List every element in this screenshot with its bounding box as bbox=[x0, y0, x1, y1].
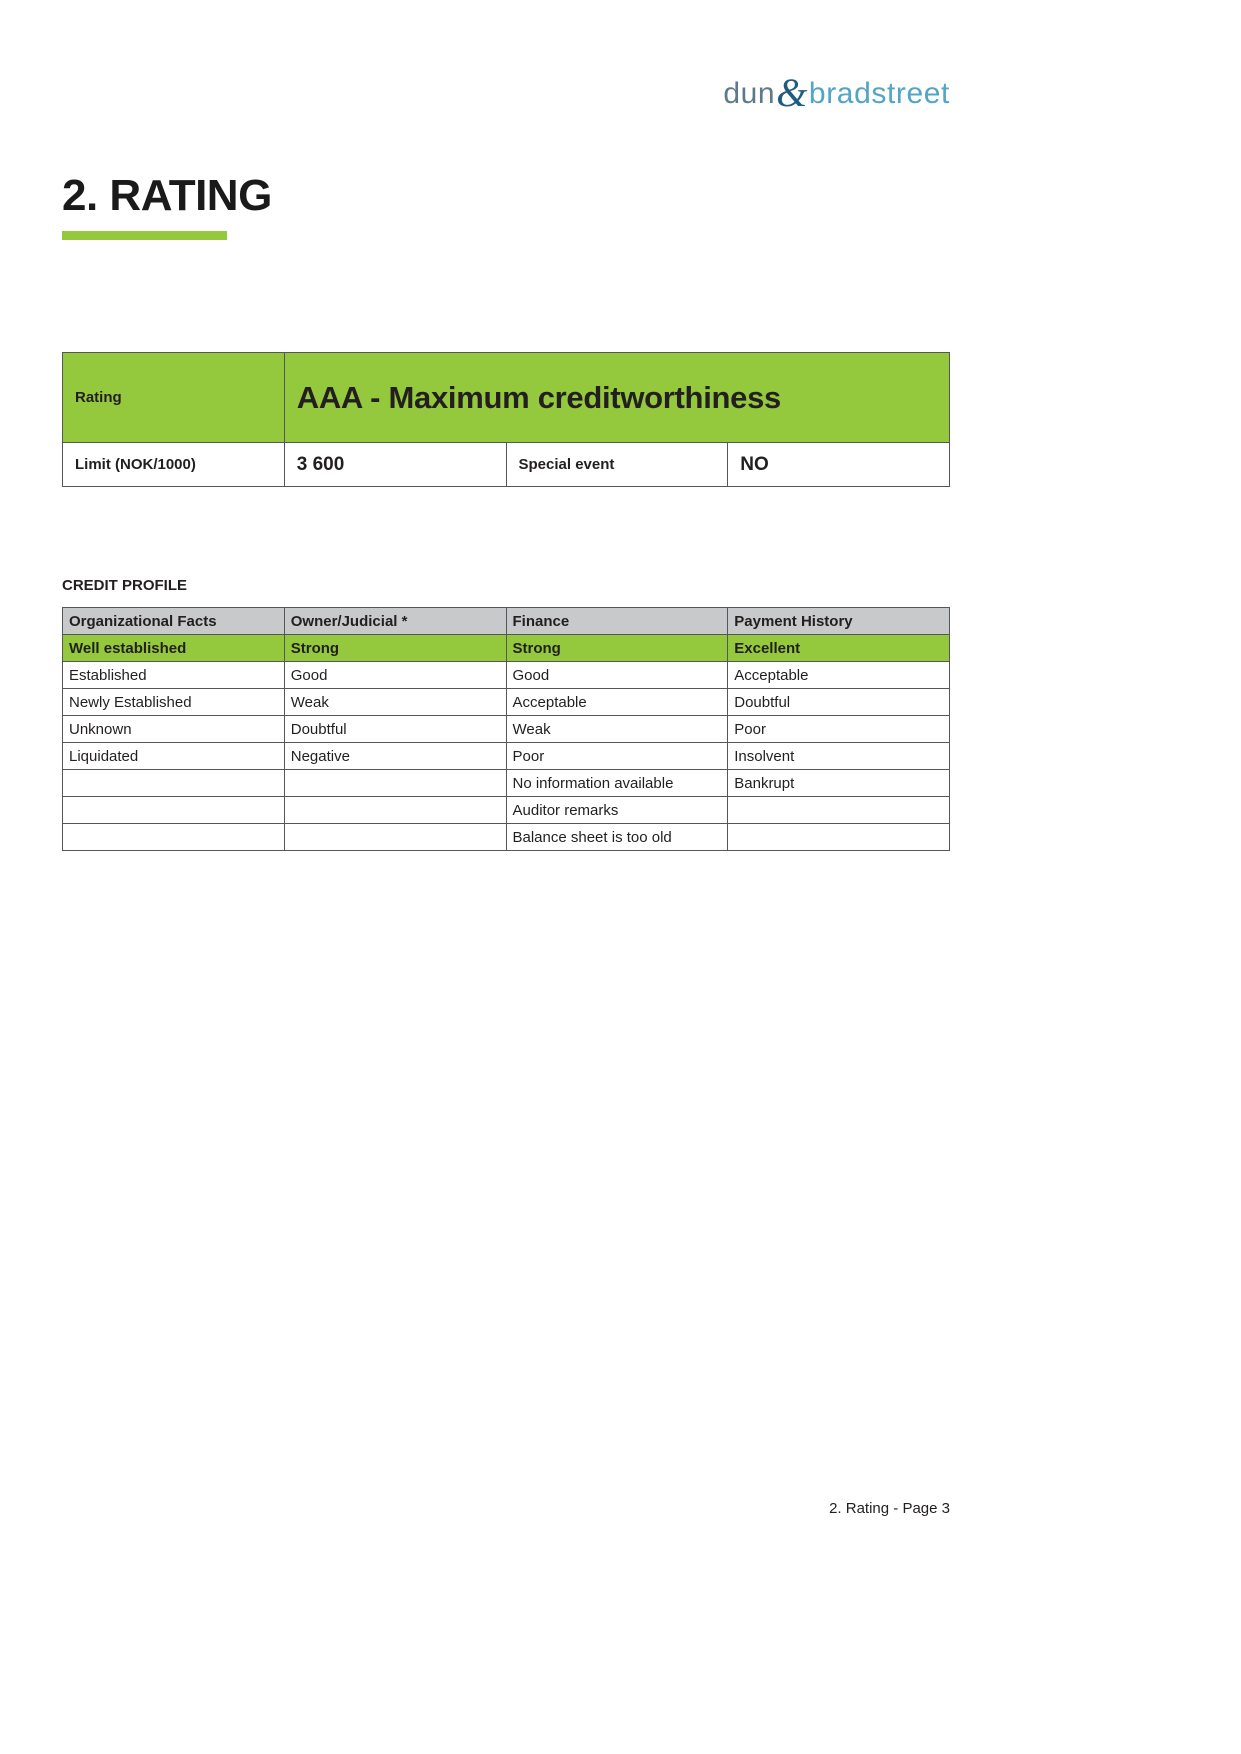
page-footer: 2. Rating - Page 3 bbox=[829, 1500, 950, 1517]
table-cell: Newly Established bbox=[63, 689, 285, 716]
title-underline-bar bbox=[62, 231, 227, 240]
special-event-label: Special event bbox=[506, 443, 728, 487]
table-cell: Weak bbox=[284, 689, 506, 716]
column-header-owner-judicial: Owner/Judicial * bbox=[284, 608, 506, 635]
table-row bbox=[63, 689, 950, 716]
table-cell: Unknown bbox=[63, 716, 285, 743]
selected-owner-judicial: Strong bbox=[284, 635, 506, 662]
table-row bbox=[63, 824, 950, 851]
table-cell: Doubtful bbox=[728, 689, 950, 716]
table-cell bbox=[728, 797, 950, 824]
table-cell: Weak bbox=[506, 716, 728, 743]
dnb-logo bbox=[723, 70, 950, 115]
table-row bbox=[63, 743, 950, 770]
table-cell bbox=[63, 797, 285, 824]
table-row bbox=[63, 716, 950, 743]
limit-value: 3 600 bbox=[284, 443, 506, 487]
column-header-finance: Finance bbox=[506, 608, 728, 635]
page-title: 2. RATING bbox=[62, 171, 272, 220]
column-header-organizational-facts: Organizational Facts bbox=[63, 608, 285, 635]
logo-text-bradstreet: bradstreet bbox=[808, 77, 950, 110]
logo-text-dun: dun bbox=[723, 77, 776, 110]
table-cell: Acceptable bbox=[728, 662, 950, 689]
table-row bbox=[63, 662, 950, 689]
table-cell bbox=[63, 770, 285, 797]
table-cell: Liquidated bbox=[63, 743, 285, 770]
table-cell: Good bbox=[284, 662, 506, 689]
table-cell: Insolvent bbox=[728, 743, 950, 770]
credit-profile-header-row bbox=[63, 608, 950, 635]
rating-value: AAA - Maximum creditworthiness bbox=[284, 353, 949, 443]
table-cell: Poor bbox=[506, 743, 728, 770]
limit-row bbox=[63, 443, 950, 487]
table-row bbox=[63, 770, 950, 797]
limit-label: Limit (NOK/1000) bbox=[63, 443, 285, 487]
selected-organizational-facts: Well established bbox=[63, 635, 285, 662]
rating-label: Rating bbox=[63, 353, 285, 443]
table-cell: Balance sheet is too old bbox=[506, 824, 728, 851]
table-row bbox=[63, 797, 950, 824]
table-cell bbox=[284, 824, 506, 851]
rating-row bbox=[63, 353, 950, 443]
table-cell: Bankrupt bbox=[728, 770, 950, 797]
table-cell bbox=[728, 824, 950, 851]
table-cell: Poor bbox=[728, 716, 950, 743]
selected-payment-history: Excellent bbox=[728, 635, 950, 662]
table-cell: Auditor remarks bbox=[506, 797, 728, 824]
credit-profile-title: CREDIT PROFILE bbox=[62, 577, 188, 594]
selected-finance: Strong bbox=[506, 635, 728, 662]
table-cell bbox=[284, 797, 506, 824]
logo-ampersand-icon: & bbox=[776, 70, 808, 115]
special-event-value: NO bbox=[728, 443, 950, 487]
table-cell: Doubtful bbox=[284, 716, 506, 743]
table-cell: Negative bbox=[284, 743, 506, 770]
table-cell: No information available bbox=[506, 770, 728, 797]
credit-profile-selected-row bbox=[63, 635, 950, 662]
table-cell bbox=[284, 770, 506, 797]
table-cell: Established bbox=[63, 662, 285, 689]
table-cell: Good bbox=[506, 662, 728, 689]
table-cell bbox=[63, 824, 285, 851]
rating-table bbox=[62, 352, 950, 487]
table-cell: Acceptable bbox=[506, 689, 728, 716]
credit-profile-table bbox=[62, 607, 950, 851]
column-header-payment-history: Payment History bbox=[728, 608, 950, 635]
